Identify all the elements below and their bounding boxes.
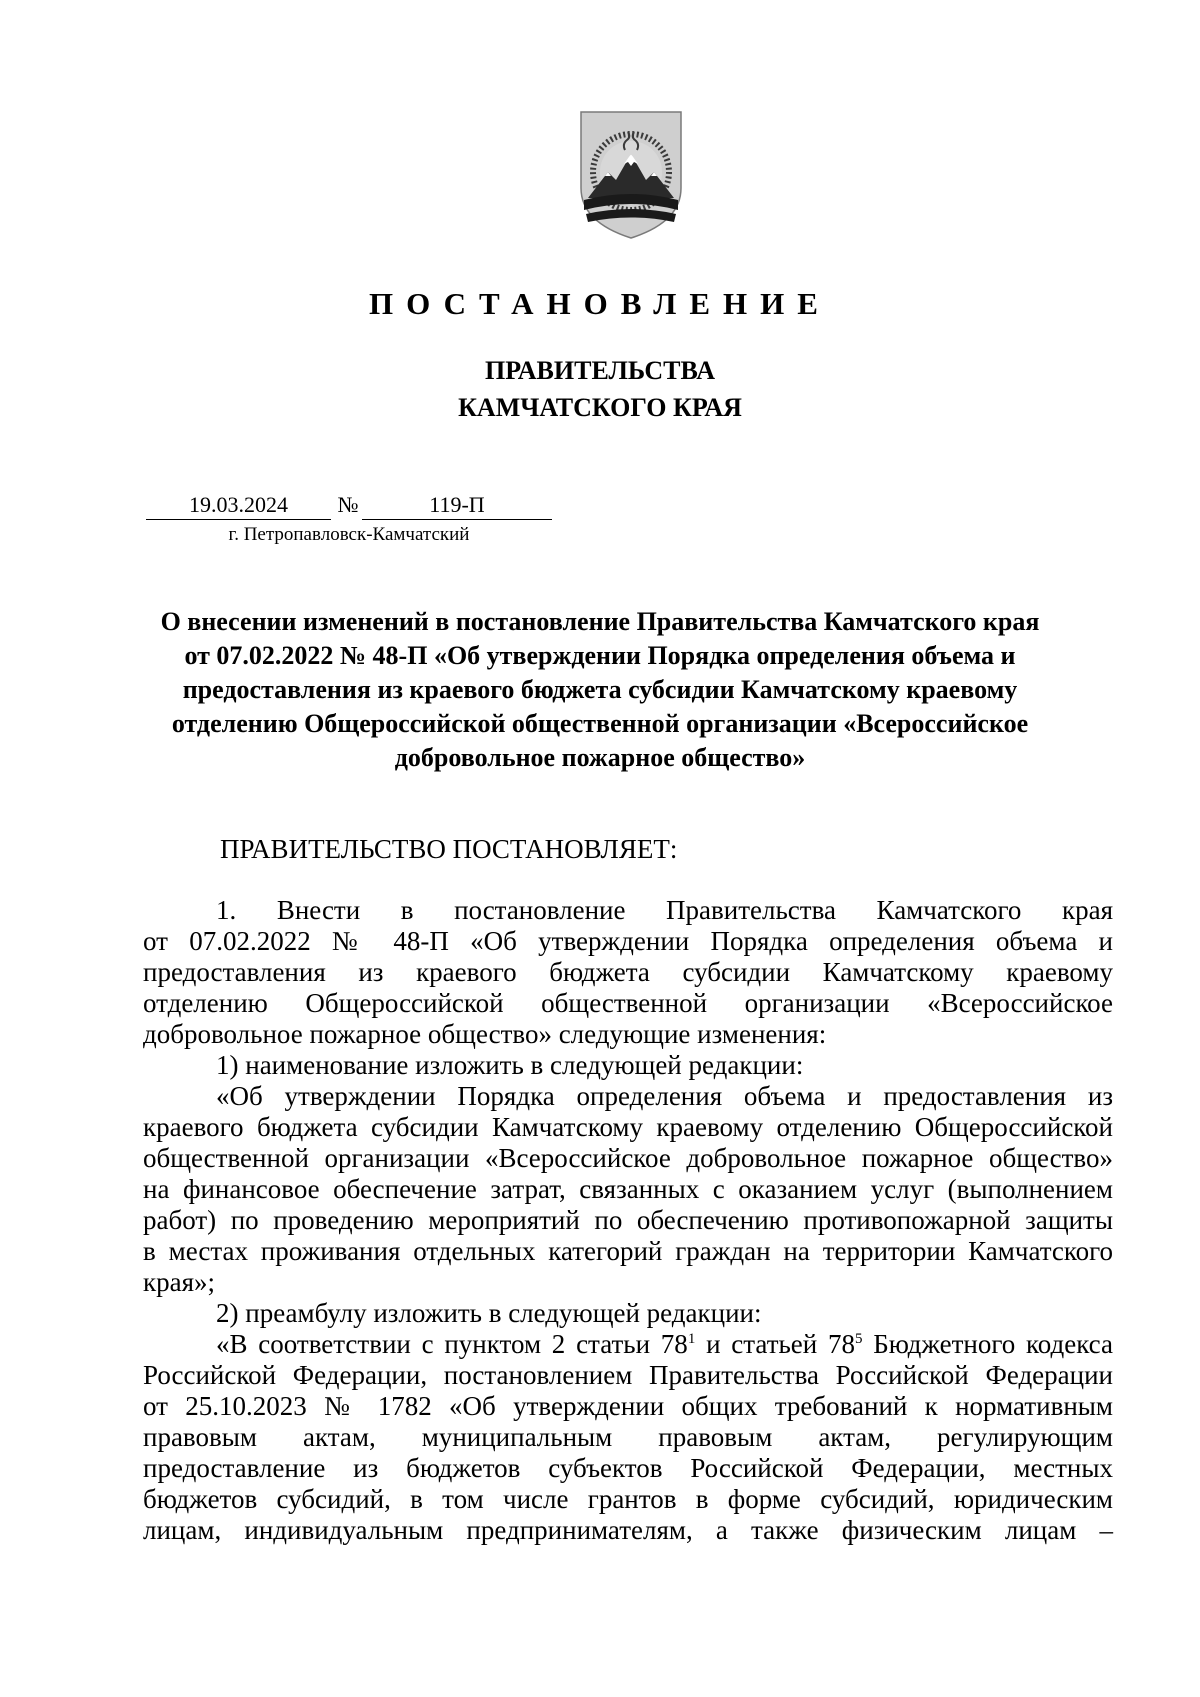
document-type-heading: ПОСТАНОВЛЕНИЕ [369,286,831,321]
issuing-city: г. Петропавловск-Камчатский [228,524,470,545]
body-line: 1. Внести в постановление Правительства Камчатского края [216,895,1113,925]
body-line: общественной организации «Всероссийское добровольное пожарное общество» [143,1143,1113,1173]
body-line: 2) преамбулу изложить в следующей редакции: [216,1298,762,1328]
body-line: бюджетов субсидий, в том числе грантов в форме субсидий, юридическим [143,1484,1113,1514]
kamchatka-coat-of-arms-icon [578,110,684,240]
body-line: на финансовое обеспечение затрат, связанных с оказанием услуг (выполнением [143,1174,1113,1204]
body-text: и статьей 78 [695,1329,856,1359]
title-line: от 07.02.2022 № 48-П «Об утверждении Порядка определения объема и [184,641,1016,670]
body-text: «В соответствии с пунктом 2 статьи 78 [216,1329,688,1359]
body-text: Бюджетного кодекса [862,1329,1113,1359]
body-line: краевого бюджета субсидии Камчатскому краевому отделению Общероссийской [143,1112,1113,1142]
authority-line-2: КАМЧАТСКОГО КРАЯ [458,393,742,422]
decree-statement: ПРАВИТЕЛЬСТВО ПОСТАНОВЛЯЕТ: [220,834,678,864]
document-title [130,605,1070,775]
body-line: предоставления из краевого бюджета субсидии Камчатскому краевому [143,957,1113,987]
superscript: 1 [687,1331,696,1347]
body-line: добровольное пожарное общество» следующие изменения: [143,1019,827,1049]
number-sign: № [337,492,359,517]
superscript: 5 [855,1331,863,1347]
document-date: 19.03.2024 [146,492,331,520]
title-line: добровольное пожарное общество» [394,743,806,772]
authority-line-1: ПРАВИТЕЛЬСТВА [485,356,715,385]
title-line: отделению Общероссийской общественной организации «Всероссийское [171,709,1029,738]
body-line: 1) наименование изложить в следующей редакции: [216,1050,804,1080]
body-line: от 25.10.2023 № 1782 «Об утверждении общих требований к нормативным [143,1391,1113,1421]
issuing-authority [0,352,1200,426]
title-line: О внесении изменений в постановление Правительства Камчатского края [160,607,1040,636]
body-line: края»; [143,1267,216,1297]
document-number: 119-П [362,492,552,520]
body-line: предоставление из бюджетов субъектов Российской Федерации, местных [143,1453,1113,1483]
body-line: от 07.02.2022 № 48-П «Об утверждении Порядка определения объема и [143,926,1113,956]
body-line-with-superscripts [216,1329,1113,1360]
title-line: предоставления из краевого бюджета субсидии Камчатскому краевому [182,675,1018,704]
body-line: работ) по проведению мероприятий по обеспечению противопожарной защиты [143,1205,1113,1235]
body-line: «Об утверждении Порядка определения объема и предоставления из [216,1081,1113,1111]
body-line: в местах проживания отдельных категорий граждан на территории Камчатского [143,1236,1113,1266]
body-line: правовым актам, муниципальным правовым актам, регулирующим [143,1422,1113,1452]
body-line: отделению Общероссийской общественной организации «Всероссийское [143,988,1113,1018]
body-line: лицам, индивидуальным предпринимателям, а также физическим лицам – [143,1515,1113,1545]
body-line: Российской Федерации, постановлением Правительства Российской Федерации [143,1360,1113,1390]
